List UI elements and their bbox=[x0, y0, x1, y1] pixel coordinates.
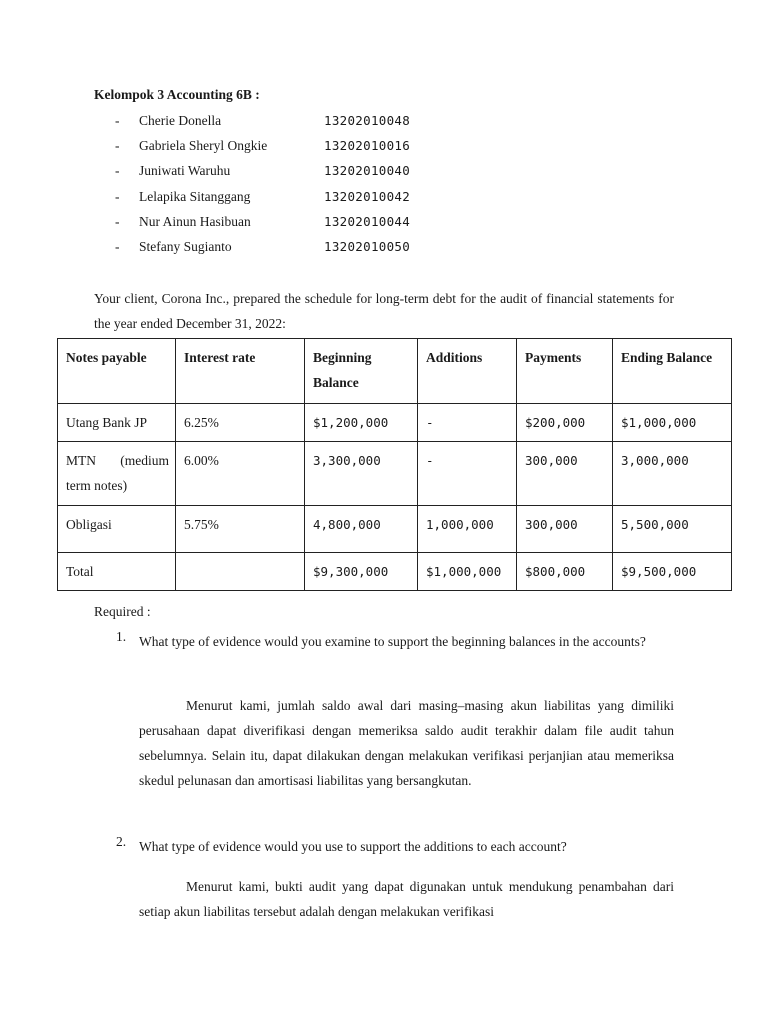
table-cell: 6.00% bbox=[176, 442, 305, 506]
table-cell: MTN (medium term notes) bbox=[58, 442, 176, 506]
column-header: Interest rate bbox=[176, 339, 305, 404]
member-name: Stefany Sugianto bbox=[139, 239, 232, 254]
member-row bbox=[0, 136, 768, 156]
member-row bbox=[0, 161, 768, 181]
answer-paragraph: Menurut kami, bukti audit yang dapat digunakan untuk mendukung penambahan dari setiap akun liabilitas tersebut adalah dengan melakukan verifikasi bbox=[139, 879, 674, 919]
member-id: 13202010048 bbox=[324, 113, 411, 128]
table-cell bbox=[176, 553, 305, 591]
table-cell: $1,000,000 bbox=[613, 404, 732, 442]
table-cell: $800,000 bbox=[517, 553, 613, 591]
table-cell: 3,000,000 bbox=[613, 442, 732, 506]
table-header-row bbox=[58, 339, 732, 404]
table-cell: 3,300,000 bbox=[305, 442, 418, 506]
member-row bbox=[0, 187, 768, 207]
table-cell: Obligasi bbox=[58, 506, 176, 553]
member-row bbox=[0, 212, 768, 232]
member-name: Lelapika Sitanggang bbox=[139, 189, 251, 204]
table-row bbox=[58, 442, 732, 506]
member-row bbox=[0, 237, 768, 257]
question-number: 2. bbox=[116, 834, 127, 849]
table-cell: Total bbox=[58, 553, 176, 591]
member-name: Cherie Donella bbox=[139, 113, 222, 128]
member-id: 13202010040 bbox=[324, 163, 411, 178]
column-header: Ending Balance bbox=[613, 339, 732, 404]
member-id: 13202010050 bbox=[324, 239, 411, 254]
member-id: 13202010044 bbox=[324, 214, 411, 229]
list-dash: - bbox=[115, 189, 120, 204]
list-dash: - bbox=[115, 214, 120, 229]
table-cell: 5,500,000 bbox=[613, 506, 732, 553]
list-dash: - bbox=[115, 113, 120, 128]
table-cell: 6.25% bbox=[176, 404, 305, 442]
question-text: What type of evidence would you use to support the additions to each account? bbox=[139, 839, 567, 854]
column-header: Additions bbox=[418, 339, 517, 404]
column-header: Beginning Balance bbox=[305, 339, 418, 404]
group-heading: Kelompok 3 Accounting 6B : bbox=[94, 87, 260, 102]
table-cell: $9,300,000 bbox=[305, 553, 418, 591]
table-cell: 1,000,000 bbox=[418, 506, 517, 553]
table-cell: 300,000 bbox=[517, 506, 613, 553]
question-text: What type of evidence would you examine to support the beginning balances in the accounts? bbox=[139, 634, 646, 649]
table-cell: 300,000 bbox=[517, 442, 613, 506]
table-total-row bbox=[58, 553, 732, 591]
table-cell: - bbox=[418, 404, 517, 442]
table-row bbox=[58, 404, 732, 442]
list-dash: - bbox=[115, 138, 120, 153]
table-cell: 5.75% bbox=[176, 506, 305, 553]
member-name: Gabriela Sheryl Ongkie bbox=[139, 138, 268, 153]
member-name: Nur Ainun Hasibuan bbox=[139, 214, 251, 229]
table-cell: - bbox=[418, 442, 517, 506]
question-number: 1. bbox=[116, 629, 127, 644]
member-row bbox=[0, 111, 768, 131]
answer-paragraph: Menurut kami, jumlah saldo awal dari masing–masing akun liabilitas yang dimiliki perusahaan dapat diverifikasi dengan memeriksa saldo audit terakhir dalam file audit tahun sebelumnya. Selain itu, dapat dilakukan dengan melakukan verifikasi perjanjian atau memeriksa skedul pelunasan dan amortisasi liabilitas yang bersangkutan. bbox=[139, 698, 674, 788]
column-header: Payments bbox=[517, 339, 613, 404]
list-dash: - bbox=[115, 239, 120, 254]
intro-paragraph: Your client, Corona Inc., prepared the schedule for long-term debt for the audit of financial statements for the year ended December 31, 2022: bbox=[94, 291, 674, 331]
member-id: 13202010042 bbox=[324, 189, 411, 204]
table-cell: $1,000,000 bbox=[418, 553, 517, 591]
table-cell: $200,000 bbox=[517, 404, 613, 442]
member-id: 13202010016 bbox=[324, 138, 411, 153]
required-label: Required : bbox=[94, 604, 151, 619]
long-term-debt-table bbox=[57, 338, 732, 591]
member-name: Juniwati Waruhu bbox=[139, 163, 231, 178]
table-cell: Utang Bank JP bbox=[58, 404, 176, 442]
list-dash: - bbox=[115, 163, 120, 178]
column-header: Notes payable bbox=[58, 339, 176, 404]
table-cell: 4,800,000 bbox=[305, 506, 418, 553]
table-cell: $9,500,000 bbox=[613, 553, 732, 591]
table-cell: $1,200,000 bbox=[305, 404, 418, 442]
table-row bbox=[58, 506, 732, 553]
